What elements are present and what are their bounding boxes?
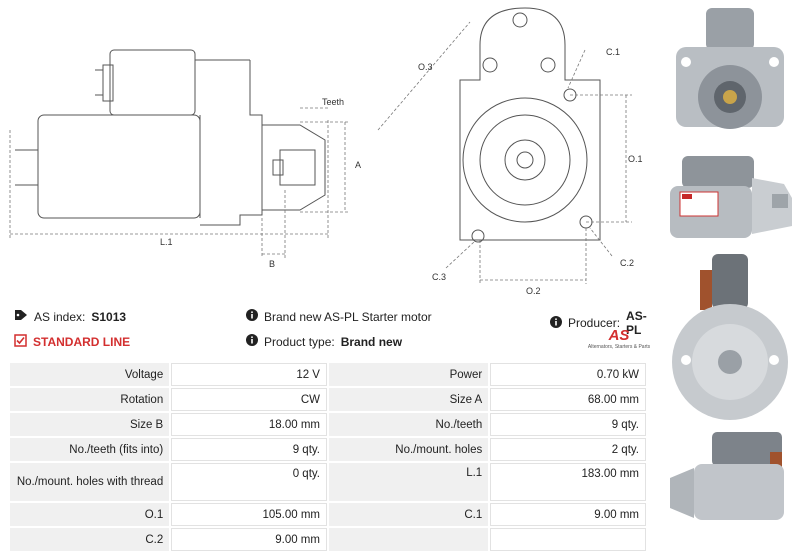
table-row: [10, 388, 646, 411]
producer-value: AS-PL: [626, 309, 647, 337]
product-type: [246, 334, 402, 349]
teeth-label: Teeth: [322, 97, 345, 107]
spec-label: Size A: [329, 388, 488, 411]
table-row: [10, 463, 646, 501]
info-icon: [550, 316, 562, 331]
dim-c1-label: C.1: [606, 47, 621, 57]
spec-value: 2 qty.: [490, 438, 646, 461]
spec-label: No./mount. holes with thread: [10, 463, 169, 501]
dim-o3-label: O.3: [418, 62, 433, 72]
spec-value: CW: [171, 388, 327, 411]
standard-line-label: STANDARD LINE: [33, 335, 131, 349]
tag-icon: [14, 309, 28, 324]
dim-a-label: A: [355, 160, 362, 170]
spec-label: No./teeth (fits into): [10, 438, 169, 461]
spec-label: C.2: [10, 528, 169, 551]
solenoid-outline: [110, 50, 195, 115]
as-index-label: AS index:: [34, 309, 86, 324]
description: [246, 309, 432, 324]
photo-front-view[interactable]: [664, 2, 796, 142]
photo-rear-view[interactable]: [664, 250, 796, 425]
spec-label: No./teeth: [329, 413, 488, 436]
spec-value: [490, 528, 646, 551]
info-icon: [246, 309, 258, 324]
table-row: [10, 438, 646, 461]
product-photos: [660, 0, 800, 546]
spec-label: Power: [329, 363, 488, 386]
description-text: Brand new AS-PL Starter motor: [264, 309, 432, 324]
standard-line: [14, 334, 130, 350]
table-row: [10, 363, 646, 386]
dim-b-label: B: [269, 259, 276, 269]
spec-value: 9 qty.: [490, 413, 646, 436]
technical-drawing: [0, 0, 660, 300]
spec-label: Voltage: [10, 363, 169, 386]
pinion-housing: [262, 125, 325, 210]
spec-value: 105.00 mm: [171, 503, 327, 526]
dim-l1-label: L.1: [160, 237, 173, 247]
as-index: [14, 309, 126, 324]
spec-value: 183.00 mm: [490, 463, 646, 501]
spec-value: 12 V: [171, 363, 327, 386]
checkbox-icon: [14, 334, 27, 350]
producer-logo: [586, 328, 652, 350]
product-type-label: Product type:: [264, 334, 335, 349]
dim-o2-label: O.2: [526, 286, 541, 296]
spec-value: 68.00 mm: [490, 388, 646, 411]
motor-body-outline: [38, 115, 200, 218]
table-row: [10, 413, 646, 436]
spec-value: 0 qty.: [171, 463, 327, 501]
as-index-value: S1013: [91, 309, 127, 324]
spec-value: 9.00 mm: [490, 503, 646, 526]
spec-label: [329, 528, 488, 551]
table-row: [10, 528, 646, 551]
solenoid-cap: [103, 65, 113, 101]
spec-label: L.1: [329, 463, 488, 501]
logo-text: AS: [608, 327, 630, 344]
table-row: [10, 503, 646, 526]
spec-label: C.1: [329, 503, 488, 526]
spec-value: 18.00 mm: [171, 413, 327, 436]
front-housing-circle: [463, 98, 587, 222]
spec-label: O.1: [10, 503, 169, 526]
logo-subtext: Alternators, Starters & Parts: [587, 344, 651, 350]
photo-side-view-2[interactable]: [664, 428, 796, 528]
spec-label: No./mount. holes: [329, 438, 488, 461]
dim-c2-label: C.2: [620, 258, 635, 268]
product-info: [0, 300, 660, 360]
info-icon: [246, 334, 258, 349]
product-type-value: Brand new: [340, 334, 403, 349]
dim-o1-label: O.1: [628, 154, 643, 164]
spec-table: [8, 361, 648, 553]
spec-value: 0.70 kW: [490, 363, 646, 386]
dim-c3-label: C.3: [432, 272, 447, 282]
producer-label: Producer:: [568, 316, 621, 330]
spec-value: 9 qty.: [171, 438, 327, 461]
pinion: [280, 150, 315, 185]
spec-value: 9.00 mm: [171, 528, 327, 551]
spec-label: Size B: [10, 413, 169, 436]
photo-side-view[interactable]: [664, 148, 796, 243]
spec-label: Rotation: [10, 388, 169, 411]
